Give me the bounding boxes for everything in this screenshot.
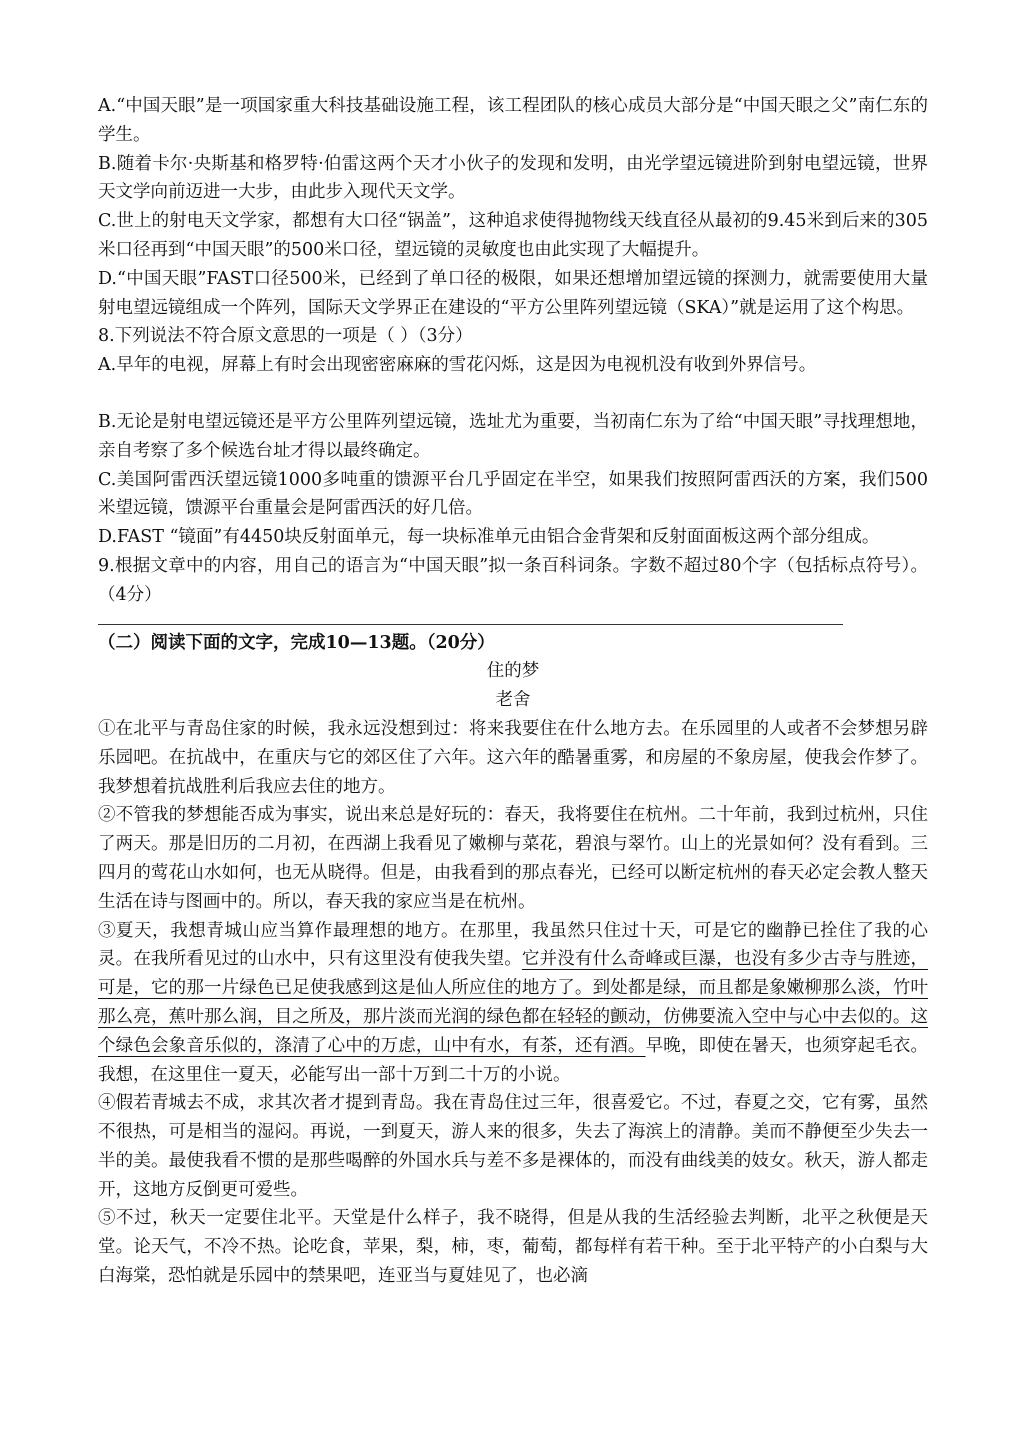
section-2-title: （二）阅读下面的文字，完成10—13题。（20分） [98, 632, 495, 653]
essay-author: 老舍 [495, 690, 531, 711]
paragraph-3 [98, 917, 928, 1090]
q8-option-b: B.无论是射电望远镜还是平方公里阵列望远镜，选址尤为重要，当初南仁东为了给“中国天眼”寻找理想地，亲自考察了多个候选台址才得以最终确定。 [98, 411, 928, 461]
underlined-passage: 它并没有什么奇峰或巨瀑，也没有多少古寺与胜迹，可是，它的那一片绿色已足使我感到这是仙人所应住的地方了。到处都是绿，而且都是象嫩柳那么淡，竹叶那么亮，蕉叶那么润，目之所及，那片淡而光润的绿色都在轻轻的颤动，仿佛要流入空中与心中去似的。这个绿色会象音乐似的，涤清了心中的万虑，山中有水，有茶，还有酒。 [98, 949, 929, 1056]
paragraph-2: ②不管我的梦想能否成为事实，说出来总是好玩的：春天，我将要住在杭州。二十年前，我到过杭州，只住了两天。那是旧历的二月初，在西湖上我看见了嫩柳与菜花，碧浪与翠竹。山上的光景如何？没有看到。三四月的莺花山水如何，也无从晓得。但是，由我看到的那点春光，已经可以断定杭州的春天必定会教人整天生活在诗与图画中的。所以，春天我的家应当是在杭州。 [98, 805, 928, 912]
q8-option-d: D.FAST “镜面”有4450块反射面单元，每一块标准单元由铝合金背架和反射面面板这两个部分组成。 [98, 527, 880, 548]
essay-title: 住的梦 [486, 661, 540, 682]
q9-stem: 9.根据文章中的内容，用自己的语言为“中国天眼”拟一条百科词条。字数不超过80个字（包括标点符号）。（4分） [98, 555, 928, 605]
paragraph-3-part-b: 早晚，即使在暑天，也须穿起毛衣。我想，在这里住一夏天，必能写出一部十万到二十万的小说。 [98, 1035, 929, 1085]
q7-option-c: C.世上的射电天文学家，都想有大口径“锅盖”，这种追求使得抛物线天线直径从最初的9.45米到后来的305米口径再到“中国天眼”的500米口径，望远镜的灵敏度也由此实现了大幅提升。 [98, 211, 928, 260]
q8-option-c: C.美国阿雷西沃望远镜1000多吨重的馈源平台几乎固定在半空，如果我们按照阿雷西沃的方案，我们500米望远镜，馈源平台重量会是阿雷西沃的好几倍。 [98, 469, 928, 519]
blank-spacer [98, 380, 928, 408]
q7-option-b: B.随着卡尔·央斯基和格罗特·伯雷这两个天才小伙子的发现和发明，由光学望远镜进阶到射电望远镜，世界天文学向前迈进一大步，由此步入现代天文学。 [98, 153, 928, 203]
q7-option-d: D.“中国天眼”FAST口径500米，已经到了单口径的极限，如果还想增加望远镜的探测力，就需要使用大量射电望远镜组成一个阵列，国际天文学界正在建设的“平方公里阵列望远镜（SKA）”就是运用了这个构思。 [98, 268, 928, 318]
q7-option-a: A.“中国天眼”是一项国家重大科技基础设施工程，该工程团队的核心成员大部分是“中国天眼之父”南仁东的学生。 [98, 96, 928, 145]
q8-option-a: A.早年的电视，屏幕上有时会出现密密麻麻的雪花闪烁，这是因为电视机没有收到外界信号。 [98, 355, 817, 376]
q8-stem: 8.下列说法不符合原文意思的一项是（ ）（3分） [98, 326, 473, 347]
q9-answer-line [98, 620, 843, 625]
exam-page [98, 92, 928, 1291]
paragraph-5: ⑤不过，秋天一定要住北平。天堂是什么样子，我不晓得，但是从我的生活经验去判断，北平之秋便是天堂。论天气，不冷不热。论吃食，苹果，梨，柿，枣，葡萄，都每样有若干种。至于北平特产的小白梨与大白海棠，恐怕就是乐园中的禁果吧，连亚当与夏娃见了，也必滴 [98, 1208, 928, 1287]
paragraph-3-part-a: ③夏天，我想青城山应当算作最理想的地方。在那里，我虽然只住过十天，可是它的幽静已拴住了我的心灵。在我所看见过的山水中，只有这里没有使我失望。 [98, 920, 928, 970]
paragraph-1: ①在北平与青岛住家的时候，我永远没想到过：将来我要住在什么地方去。在乐园里的人或者不会梦想另辟乐园吧。在抗战中，在重庆与它的郊区住了六年。这六年的酷暑重雾，和房屋的不象房屋，使我会作梦了。我梦想着抗战胜利后我应去住的地方。 [98, 718, 928, 797]
paragraph-4: ④假若青城去不成，求其次者才提到青岛。我在青岛住过三年，很喜爱它。不过，春夏之交，它有雾，虽然不很热，可是相当的湿闷。再说，一到夏天，游人来的很多，失去了海滨上的清静。美而不静便至少失去一半的美。最使我看不惯的是那些喝醉的外国水兵与差不多是裸体的，而没有曲线美的妓女。秋天，游人都走开，这地方反倒更可爱些。 [98, 1093, 928, 1200]
